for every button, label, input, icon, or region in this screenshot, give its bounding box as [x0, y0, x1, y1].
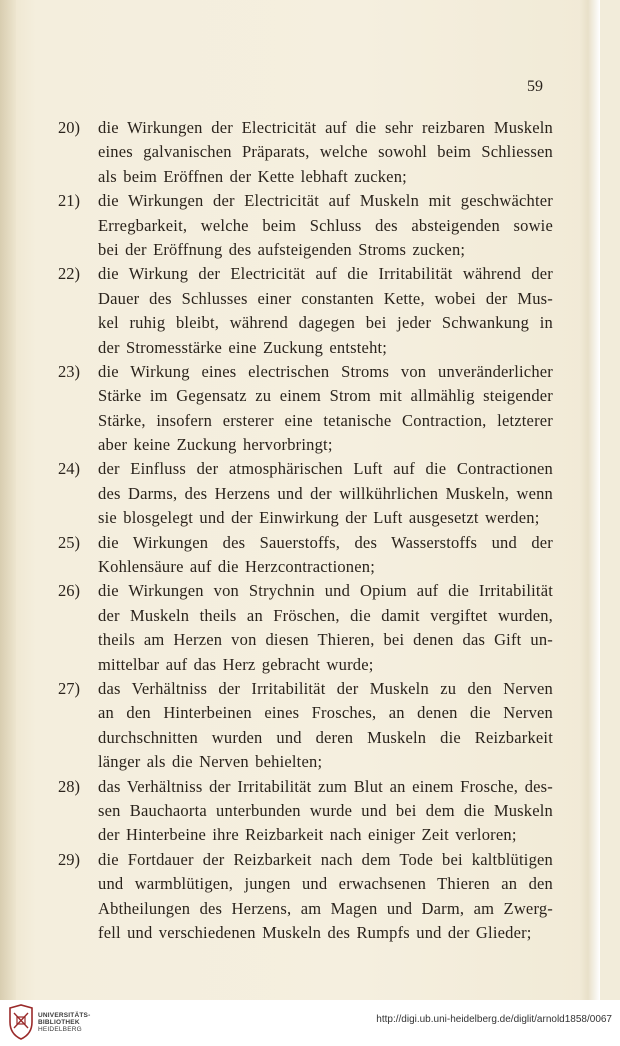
text-line: sen Bauchaorta unterbunden wurde und bei dem die Muskeln [98, 800, 553, 820]
source-url[interactable]: http://digi.ub.uni-heidelberg.de/diglit/arnold1858/0067 [376, 1014, 612, 1025]
item-number: 20) [58, 118, 80, 137]
library-name-line: BIBLIOTHEK [38, 1019, 80, 1026]
list-item [58, 579, 553, 677]
text-line: länger als die Nerven behielten; [98, 752, 323, 772]
list-item [58, 775, 553, 848]
text-line: mittelbar auf das Herz gebracht wurde; [98, 654, 374, 674]
text-line: als beim Eröffnen der Kette lebhaft zucken; [98, 166, 407, 186]
list-item [58, 360, 553, 458]
page-edge [580, 0, 600, 1000]
list-item [58, 457, 553, 530]
university-library-logo-icon [8, 1004, 34, 1040]
text-line: die Wirkung der Electricität auf die Irritabilität während der [98, 264, 553, 284]
item-number: 28) [58, 776, 80, 796]
text-line: Abtheilungen des Herzens, am Magen und Darm, am Zwerg- [98, 898, 553, 918]
text-line: der Stromesstärke eine Zuckung entsteht; [98, 337, 388, 357]
text-line: der Muskeln theils an Fröschen, die damit vergiftet wurden, [98, 605, 553, 625]
text-line: der Hinterbeine ihre Reizbarkeit nach einiger Zeit verloren; [98, 825, 517, 845]
text-line: Erregbarkeit, welche beim Schluss des absteigenden sowie [98, 215, 553, 235]
text-line: des Darms, des Herzens und der willkührlichen Muskeln, wenn [98, 483, 553, 503]
text-line: Stärke, insofern ersterer eine tetanische Contraction, letzterer [98, 410, 553, 430]
text-line: die Wirkungen des Sauerstoffs, des Wasserstoffs und der [98, 532, 553, 552]
library-name-line: HEIDELBERG [38, 1026, 82, 1033]
text-line: fell und verschiedenen Muskeln des Rumpfs und der Glieder; [98, 922, 532, 942]
text-line: theils am Herzen von diesen Thieren, bei denen das Gift un- [98, 630, 553, 650]
text-line: der Einfluss der atmosphärischen Luft auf die Contractionen [98, 459, 553, 479]
list-item [58, 262, 553, 360]
item-number: 24) [58, 459, 80, 479]
text-line: Dauer des Schlusses einer constanten Kette, wobei der Mus- [98, 288, 553, 308]
text-line: an den Hinterbeinen eines Frosches, an denen die Nerven [98, 703, 553, 723]
page-number: 59 [527, 78, 543, 95]
text-line: die Wirkung eines electrischen Stroms von unveränderlicher [98, 361, 553, 381]
text-line: das Verhältniss der Irritabilität der Muskeln zu den Nerven [98, 678, 553, 698]
text-line: das Verhältniss der Irritabilität zum Blut an einem Frosche, des- [98, 776, 553, 796]
item-number: 21) [58, 191, 80, 211]
item-number: 26) [58, 581, 80, 601]
item-number: 29) [58, 849, 80, 869]
item-number: 23) [58, 361, 80, 381]
item-number: 22) [58, 264, 80, 284]
item-number: 25) [58, 532, 80, 552]
list-item [58, 116, 553, 189]
text-line: die Fortdauer der Reizbarkeit nach dem Tode bei kaltblütigen [98, 849, 553, 869]
text-line: und warmblütigen, jungen und erwachsenen Thieren an den [98, 874, 553, 894]
text-line: sie blosgelegt und der Einwirkung der Luft ausgesetzt werden; [98, 508, 540, 528]
text-line: kel ruhig bleibt, während dagegen bei jeder Schwankung in [98, 313, 553, 333]
library-name-line: UNIVERSITÄTS- [38, 1012, 91, 1019]
text-line: die Wirkungen der Electricität auf die sehr reizbaren Muskeln [98, 118, 553, 137]
footer-bar [0, 1000, 620, 1046]
text-line: Stärke im Gegensatz zu einem Strom mit allmählig steigender [98, 386, 553, 406]
text-line: bei der Eröffnung des aufsteigenden Stroms zucken; [98, 239, 466, 259]
list-item [58, 531, 553, 580]
page-gutter [0, 0, 16, 1000]
text-line: eines galvanischen Präparats, welche sowohl beim Schliessen [98, 142, 553, 162]
library-name [38, 1012, 90, 1033]
numbered-list [58, 116, 553, 945]
text-line: Kohlensäure auf die Herzcontractionen; [98, 557, 376, 577]
list-item [58, 677, 553, 775]
list-item [58, 848, 553, 946]
list-item [58, 189, 553, 262]
text-line: aber keine Zuckung hervorbringt; [98, 435, 333, 455]
text-line: die Wirkungen der Electricität auf Muskeln mit geschwächter [98, 191, 553, 211]
item-number: 27) [58, 678, 80, 698]
text-line: durchschnitten wurden und deren Muskeln die Reizbarkeit [98, 727, 553, 747]
text-line: die Wirkungen von Strychnin und Opium auf die Irritabilität [98, 581, 553, 601]
